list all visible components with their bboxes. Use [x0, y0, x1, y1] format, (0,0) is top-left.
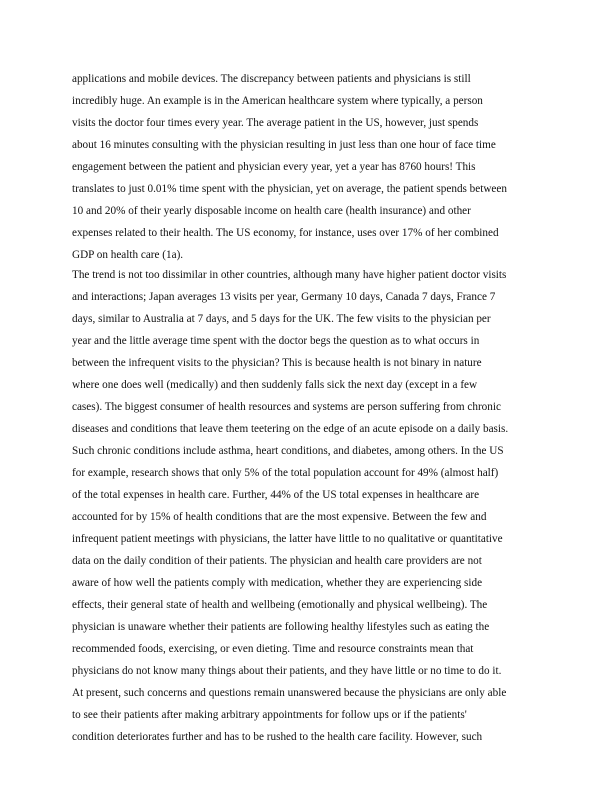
text-line: Such chronic conditions include asthma, heart conditions, and diabetes, among others. In the US [72, 445, 504, 457]
text-line: and interactions; Japan averages 13 visits per year, Germany 10 days, Canada 7 days, France 7 [72, 291, 496, 303]
text-line: between the infrequent visits to the physician? This is because health is not binary in nature [72, 357, 482, 369]
paragraph [72, 264, 544, 748]
text-line: expenses related to their health. The US economy, for instance, uses over 17% of her combined [72, 227, 499, 239]
text-line: The trend is not too dissimilar in other countries, although many have higher patient doctor visits [72, 269, 507, 281]
text-line: condition deteriorates further and has to be rushed to the health care facility. However, such [72, 731, 483, 743]
text-line: diseases and conditions that leave them teetering on the edge of an acute episode on a daily basis. [72, 423, 509, 435]
text-line: data on the daily condition of their patients. The physician and health care providers are not [72, 555, 482, 567]
text-line: physician is unaware whether their patients are following healthy lifestyles such as eating the [72, 621, 490, 633]
text-line: year and the little average time spent with the doctor begs the question as to what occurs in [72, 335, 480, 347]
text-line: recommended foods, exercising, or even dieting. Time and resource constraints mean that [72, 643, 474, 655]
text-line: At present, such concerns and questions remain unanswered because the physicians are only able [72, 687, 507, 699]
text-line: about 16 minutes consulting with the physician resulting in just less than one hour of face time [72, 139, 496, 151]
paragraph [72, 68, 544, 266]
text-line: translates to just 0.01% time spent with the physician, yet on average, the patient spends between [72, 183, 507, 195]
text-line: physicians do not know many things about their patients, and they have little or no time to do it. [72, 665, 502, 677]
text-line: effects, their general state of health and wellbeing (emotionally and physical wellbeing). The [72, 599, 488, 611]
text-line: to see their patients after making arbitrary appointments for follow ups or if the patients' [72, 709, 467, 721]
text-line: visits the doctor four times every year. The average patient in the US, however, just spends [72, 117, 479, 129]
text-line: applications and mobile devices. The discrepancy between patients and physicians is still [72, 73, 471, 85]
text-line: incredibly huge. An example is in the American healthcare system where typically, a person [72, 95, 483, 107]
text-line: aware of how well the patients comply with medication, whether they are experiencing side [72, 577, 483, 589]
text-line: of the total expenses in health care. Further, 44% of the US total expenses in healthcare are [72, 489, 480, 501]
text-line: infrequent patient meetings with physicians, the latter have little to no qualitative or quantitative [72, 533, 503, 545]
text-line: engagement between the patient and physician every year, yet a year has 8760 hours! This [72, 161, 476, 173]
text-line: accounted for by 15% of health conditions that are the most expensive. Between the few and [72, 511, 487, 523]
text-line: days, similar to Australia at 7 days, and 5 days for the UK. The few visits to the physician per [72, 313, 491, 325]
text-line: cases). The biggest consumer of health resources and systems are person suffering from chronic [72, 401, 501, 413]
text-line: GDP on health care (1a). [72, 249, 184, 261]
text-line: 10 and 20% of their yearly disposable income on health care (health insurance) and other [72, 205, 471, 217]
text-line: for example, research shows that only 5% of the total population account for 49% (almost half) [72, 467, 499, 479]
text-line: where one does well (medically) and then suddenly falls sick the next day (except in a few [72, 379, 478, 391]
